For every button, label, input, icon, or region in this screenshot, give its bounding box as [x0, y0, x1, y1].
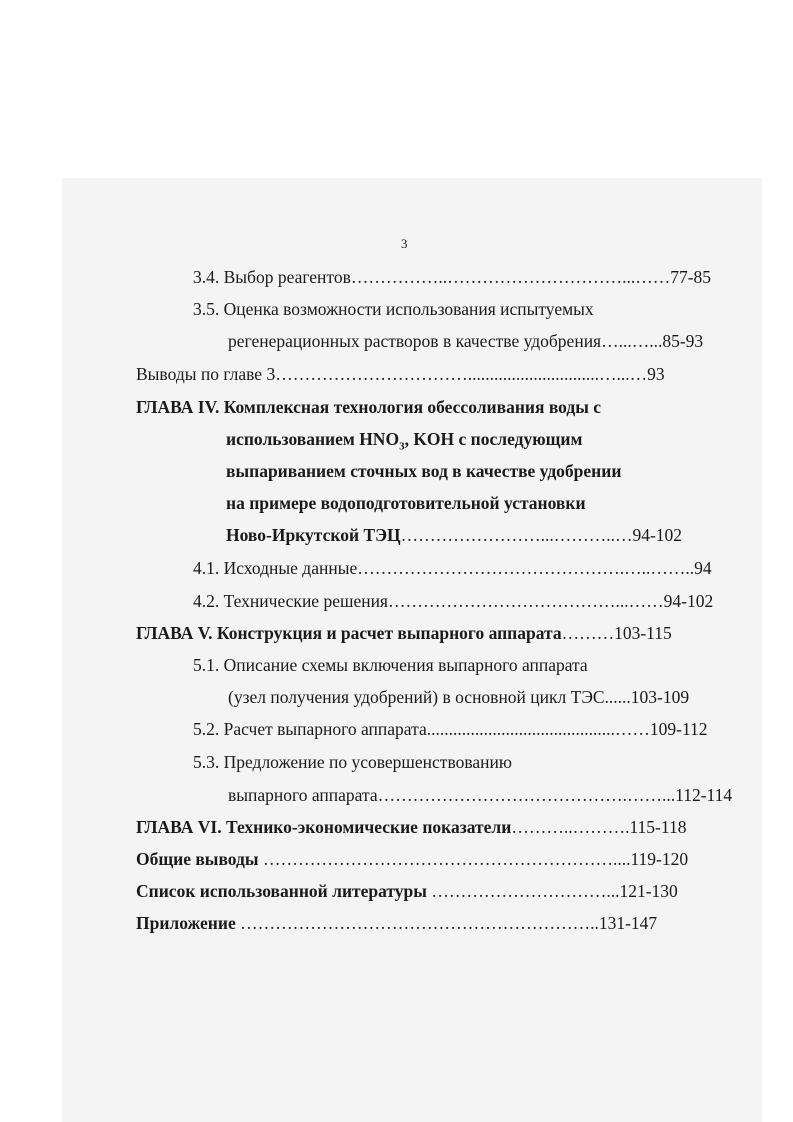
toc-entry-4-1: 4.1. Исходные данные……………………………………….…..……..94 — [193, 558, 712, 578]
toc-entry-5-3: 5.3. Предложение по усовершенствованию — [193, 752, 512, 772]
toc-general-conclusions: Общие выводы ……………………………………………………....119-120 — [136, 849, 689, 869]
toc-chapter-4-title: ГЛАВА IV. Комплексная технология обессоливания воды с — [136, 397, 602, 417]
toc-chapter-6: ГЛАВА VI. Технико-экономические показатели………..……….115-118 — [136, 817, 687, 837]
toc-entry-3-5: 3.5. Оценка возможности использования испытуемых — [193, 299, 594, 319]
toc-entry-3-5-cont: регенерационных растворов в качестве удобрения…...…...85-93 — [228, 331, 704, 351]
toc-references: Список использованной литературы …………………………...121-130 — [136, 881, 678, 901]
toc-chapter-5: ГЛАВА V. Конструкция и расчет выпарного аппарата………103-115 — [136, 623, 672, 643]
toc-entry-5-1: 5.1. Описание схемы включения выпарного аппарата — [193, 655, 588, 675]
toc-entry-5-2: 5.2. Расчет выпарного аппарата...........................................……109-112 — [193, 719, 708, 739]
toc-chapter-4-title-line2: использованием $HNO_3$, KOH с последующим — [226, 429, 583, 453]
toc-entry-5-1-cont: (узел получения удобрений) в основной цикл ТЭС......103-109 — [228, 687, 690, 707]
toc-chapter-4-title-line5: Ново-Иркутской ТЭЦ……………………...………..…94-102 — [226, 525, 683, 545]
toc-appendix: Приложение ……………………………………………………..131-147 — [136, 913, 658, 933]
toc-chapter-4-title-line3: выпариванием сточных вод в качестве удобрении — [226, 461, 622, 481]
toc-entry-3-4: 3.4. Выбор реагентов……………..…………………………...……77-85 — [193, 267, 712, 287]
toc-entry-4-2: 4.2. Технические решения…………………………………...……94-102 — [193, 591, 714, 611]
toc-chapter-4-title-line4: на примере водоподготовительной установки — [226, 493, 586, 513]
page-number: 3 — [401, 236, 408, 251]
toc-entry-5-3-cont: выпарного аппарата…………………………………….……...112-114 — [228, 785, 733, 805]
toc-entry-conclusions-ch3: Выводы по главе 3……………………………..............................…...…93 — [136, 364, 665, 384]
